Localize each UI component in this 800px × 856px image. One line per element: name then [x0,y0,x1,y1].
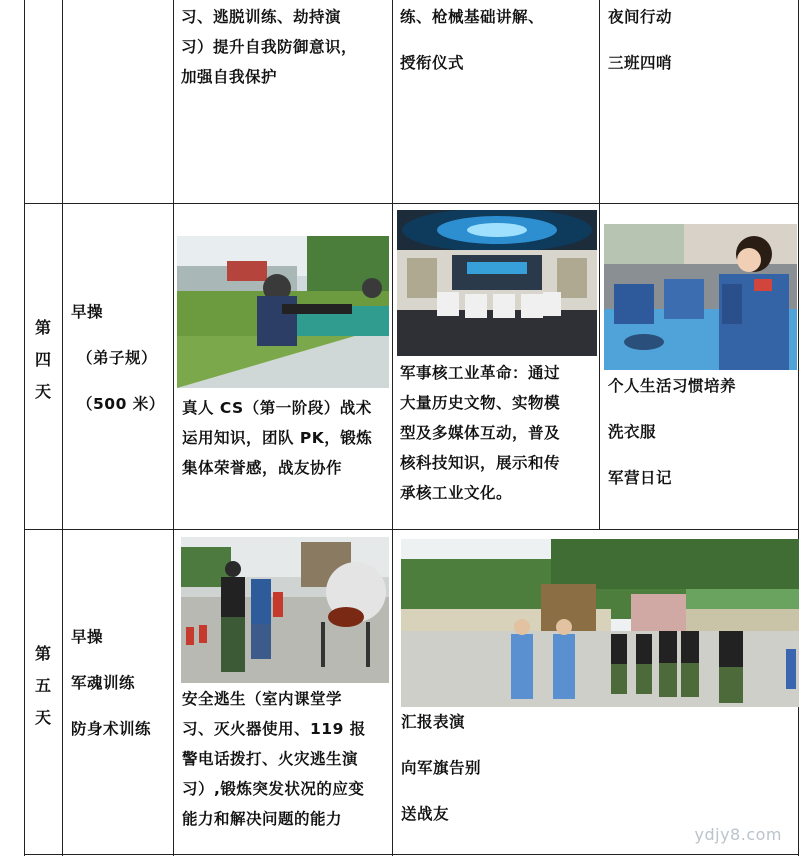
fire-safety-photo [181,537,389,683]
day4-museum-description [400,358,596,508]
text-line: 防身术训练 [71,720,152,738]
site-watermark: ydjy8.com [694,825,782,844]
text-line: 早操 [71,303,104,321]
top-row-training-cell [400,2,596,78]
nuclear-museum-photo [397,210,597,356]
table-border [798,0,799,856]
text-line: 警电话拨打、火灾逃生演 [182,750,359,768]
text-line: （弟子规） [77,349,158,367]
day-label: 第 四 天 [34,318,51,401]
text-line: 洗衣服 [608,423,657,441]
text-line: 真人 CS（第一阶段）战术 [182,399,372,417]
day4-morning-cell [71,297,171,419]
top-row-evening-cell [608,2,796,78]
text-line: 个人生活习惯培养 [608,377,737,395]
text-line: 习、逃脱训练、劫持演 [181,8,342,26]
text-line: 运用知识，团队 PK，锻炼 [182,429,373,447]
table-border [24,529,799,530]
text-line: 核科技知识，展示和传 [400,454,561,472]
laundry-photo [604,224,797,370]
day5-morning-cell [71,622,171,744]
day4-daily-habits-cell [608,371,796,493]
text-line: 型及多媒体互动，普及 [400,424,561,442]
text-line: 早操 [71,628,104,646]
text-line: 夜间行动 [608,8,673,26]
text-line: 承核工业文化。 [400,484,513,502]
text-line: 习、灭火器使用、119 报 [182,720,366,738]
day5-closing-cell [401,707,791,829]
text-line: 向军旗告别 [401,759,482,777]
salute-photo [401,539,799,707]
top-row-activity-cell [181,2,389,92]
text-line: 加强自我保护 [181,68,278,86]
table-border [173,0,174,856]
text-line: 习）提升自我防御意识， [181,38,358,56]
day5-fire-safety-description [182,684,390,834]
cs-game-photo [177,236,389,388]
text-line: 练、枪械基础讲解、 [400,8,545,26]
day-label: 第 五 天 [34,644,51,727]
text-line: 军营日记 [608,469,673,487]
text-line: 授衔仪式 [400,54,465,72]
table-border [392,0,393,856]
text-line: 汇报表演 [401,713,466,731]
day4-cs-description [182,393,390,483]
text-line: 能力和解决问题的能力 [182,810,343,828]
text-line: （500 米） [77,395,165,413]
table-border [24,203,799,204]
text-line: 习）,锻炼突发状况的应变 [182,780,365,798]
text-line: 大量历史文物、实物模 [400,394,561,412]
text-line: 军魂训练 [71,674,136,692]
text-line: 三班四哨 [608,54,673,72]
table-border [24,854,799,855]
text-line: 安全逃生（室内课堂学 [182,690,343,708]
table-border [24,0,25,856]
text-line: 集体荣誉感，战友协作 [182,459,343,477]
text-line: 军事核工业革命：通过 [400,364,561,382]
table-border [599,0,600,530]
text-line: 送战友 [401,805,450,823]
table-border [62,0,63,856]
